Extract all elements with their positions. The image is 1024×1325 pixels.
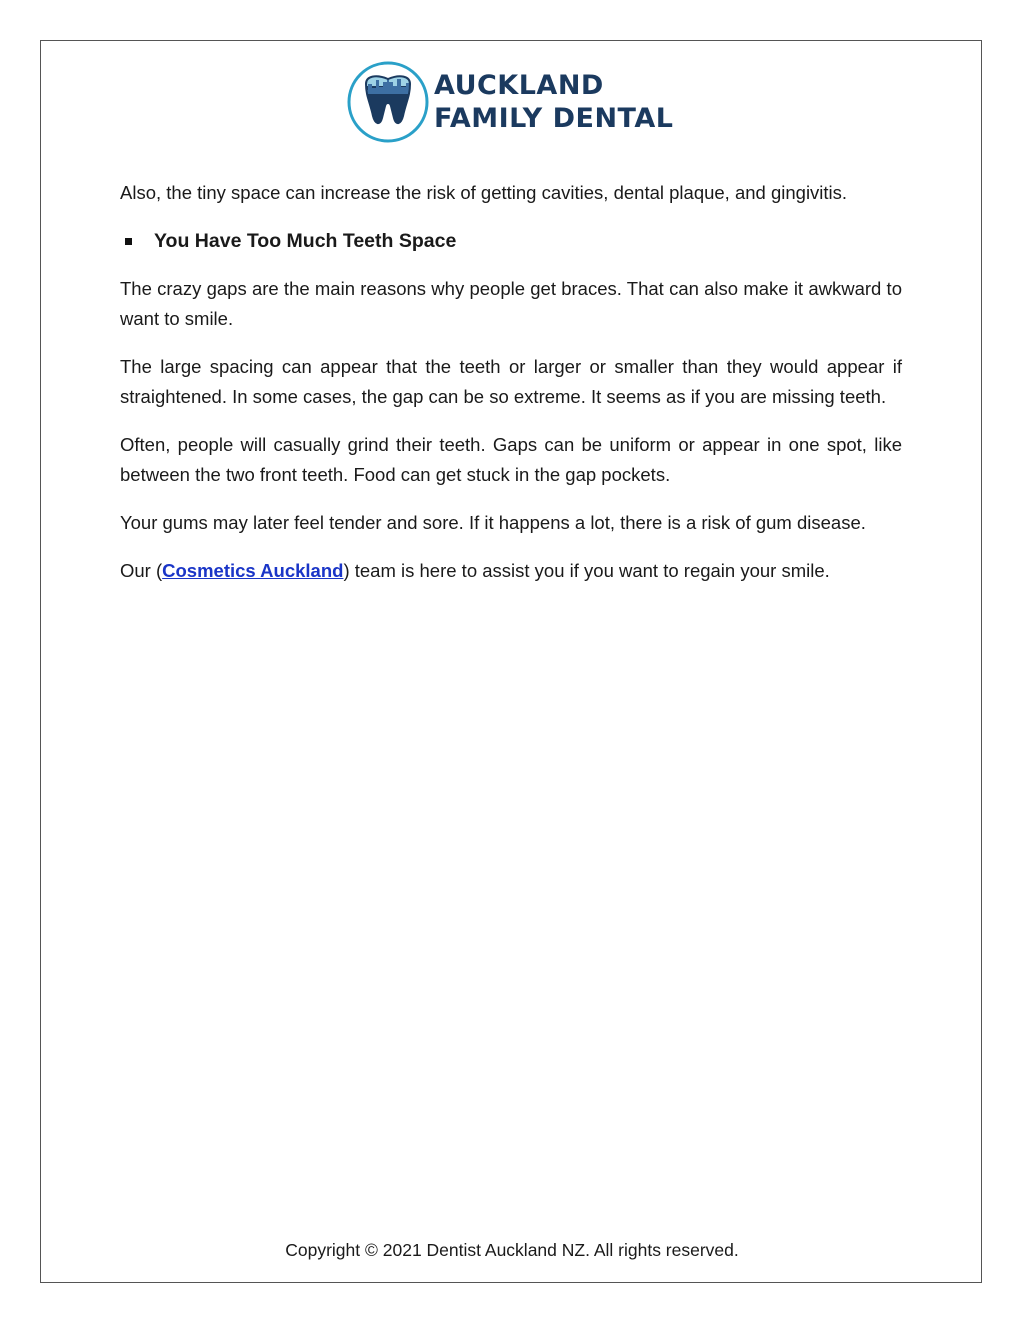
document-body <box>120 178 902 604</box>
logo-wordmark <box>434 72 673 132</box>
body-paragraph: The crazy gaps are the main reasons why people get braces. That can also make it awkward to want to smile. <box>120 278 902 329</box>
body-paragraph: Your gums may later feel tender and sore. If it happens a lot, there is a risk of gum disease. <box>120 512 866 533</box>
body-paragraph: The large spacing can appear that the teeth or larger or smaller than they would appear if straightened. In some cases, the gap can be so extreme. It seems as if you are missing teeth. <box>120 356 902 407</box>
logo-text-line2: FAMILY DENTAL <box>434 103 674 134</box>
closing-text-after: ) team is here to assist you if you want to regain your smile. <box>343 560 830 581</box>
tooth-logo-icon <box>346 60 430 144</box>
closing-text-before: Our ( <box>120 560 163 581</box>
brand-logo <box>346 60 682 144</box>
footer-copyright: Copyright © 2021 Dentist Auckland NZ. All rights reserved. <box>285 1240 739 1260</box>
closing-paragraph <box>120 556 902 586</box>
cosmetics-auckland-link[interactable]: Cosmetics Auckland <box>162 560 344 581</box>
intro-paragraph: Also, the tiny space can increase the risk of getting cavities, dental plaque, and gingivitis. <box>120 182 848 203</box>
section-heading-text: You Have Too Much Teeth Space <box>154 230 457 252</box>
section-heading <box>120 226 902 256</box>
square-bullet-icon <box>125 238 132 245</box>
body-paragraph: Often, people will casually grind their teeth. Gaps can be uniform or appear in one spot, like between the two front teeth. Food can get stuck in the gap pockets. <box>120 434 902 485</box>
logo-text-line1: AUCKLAND <box>434 70 604 101</box>
